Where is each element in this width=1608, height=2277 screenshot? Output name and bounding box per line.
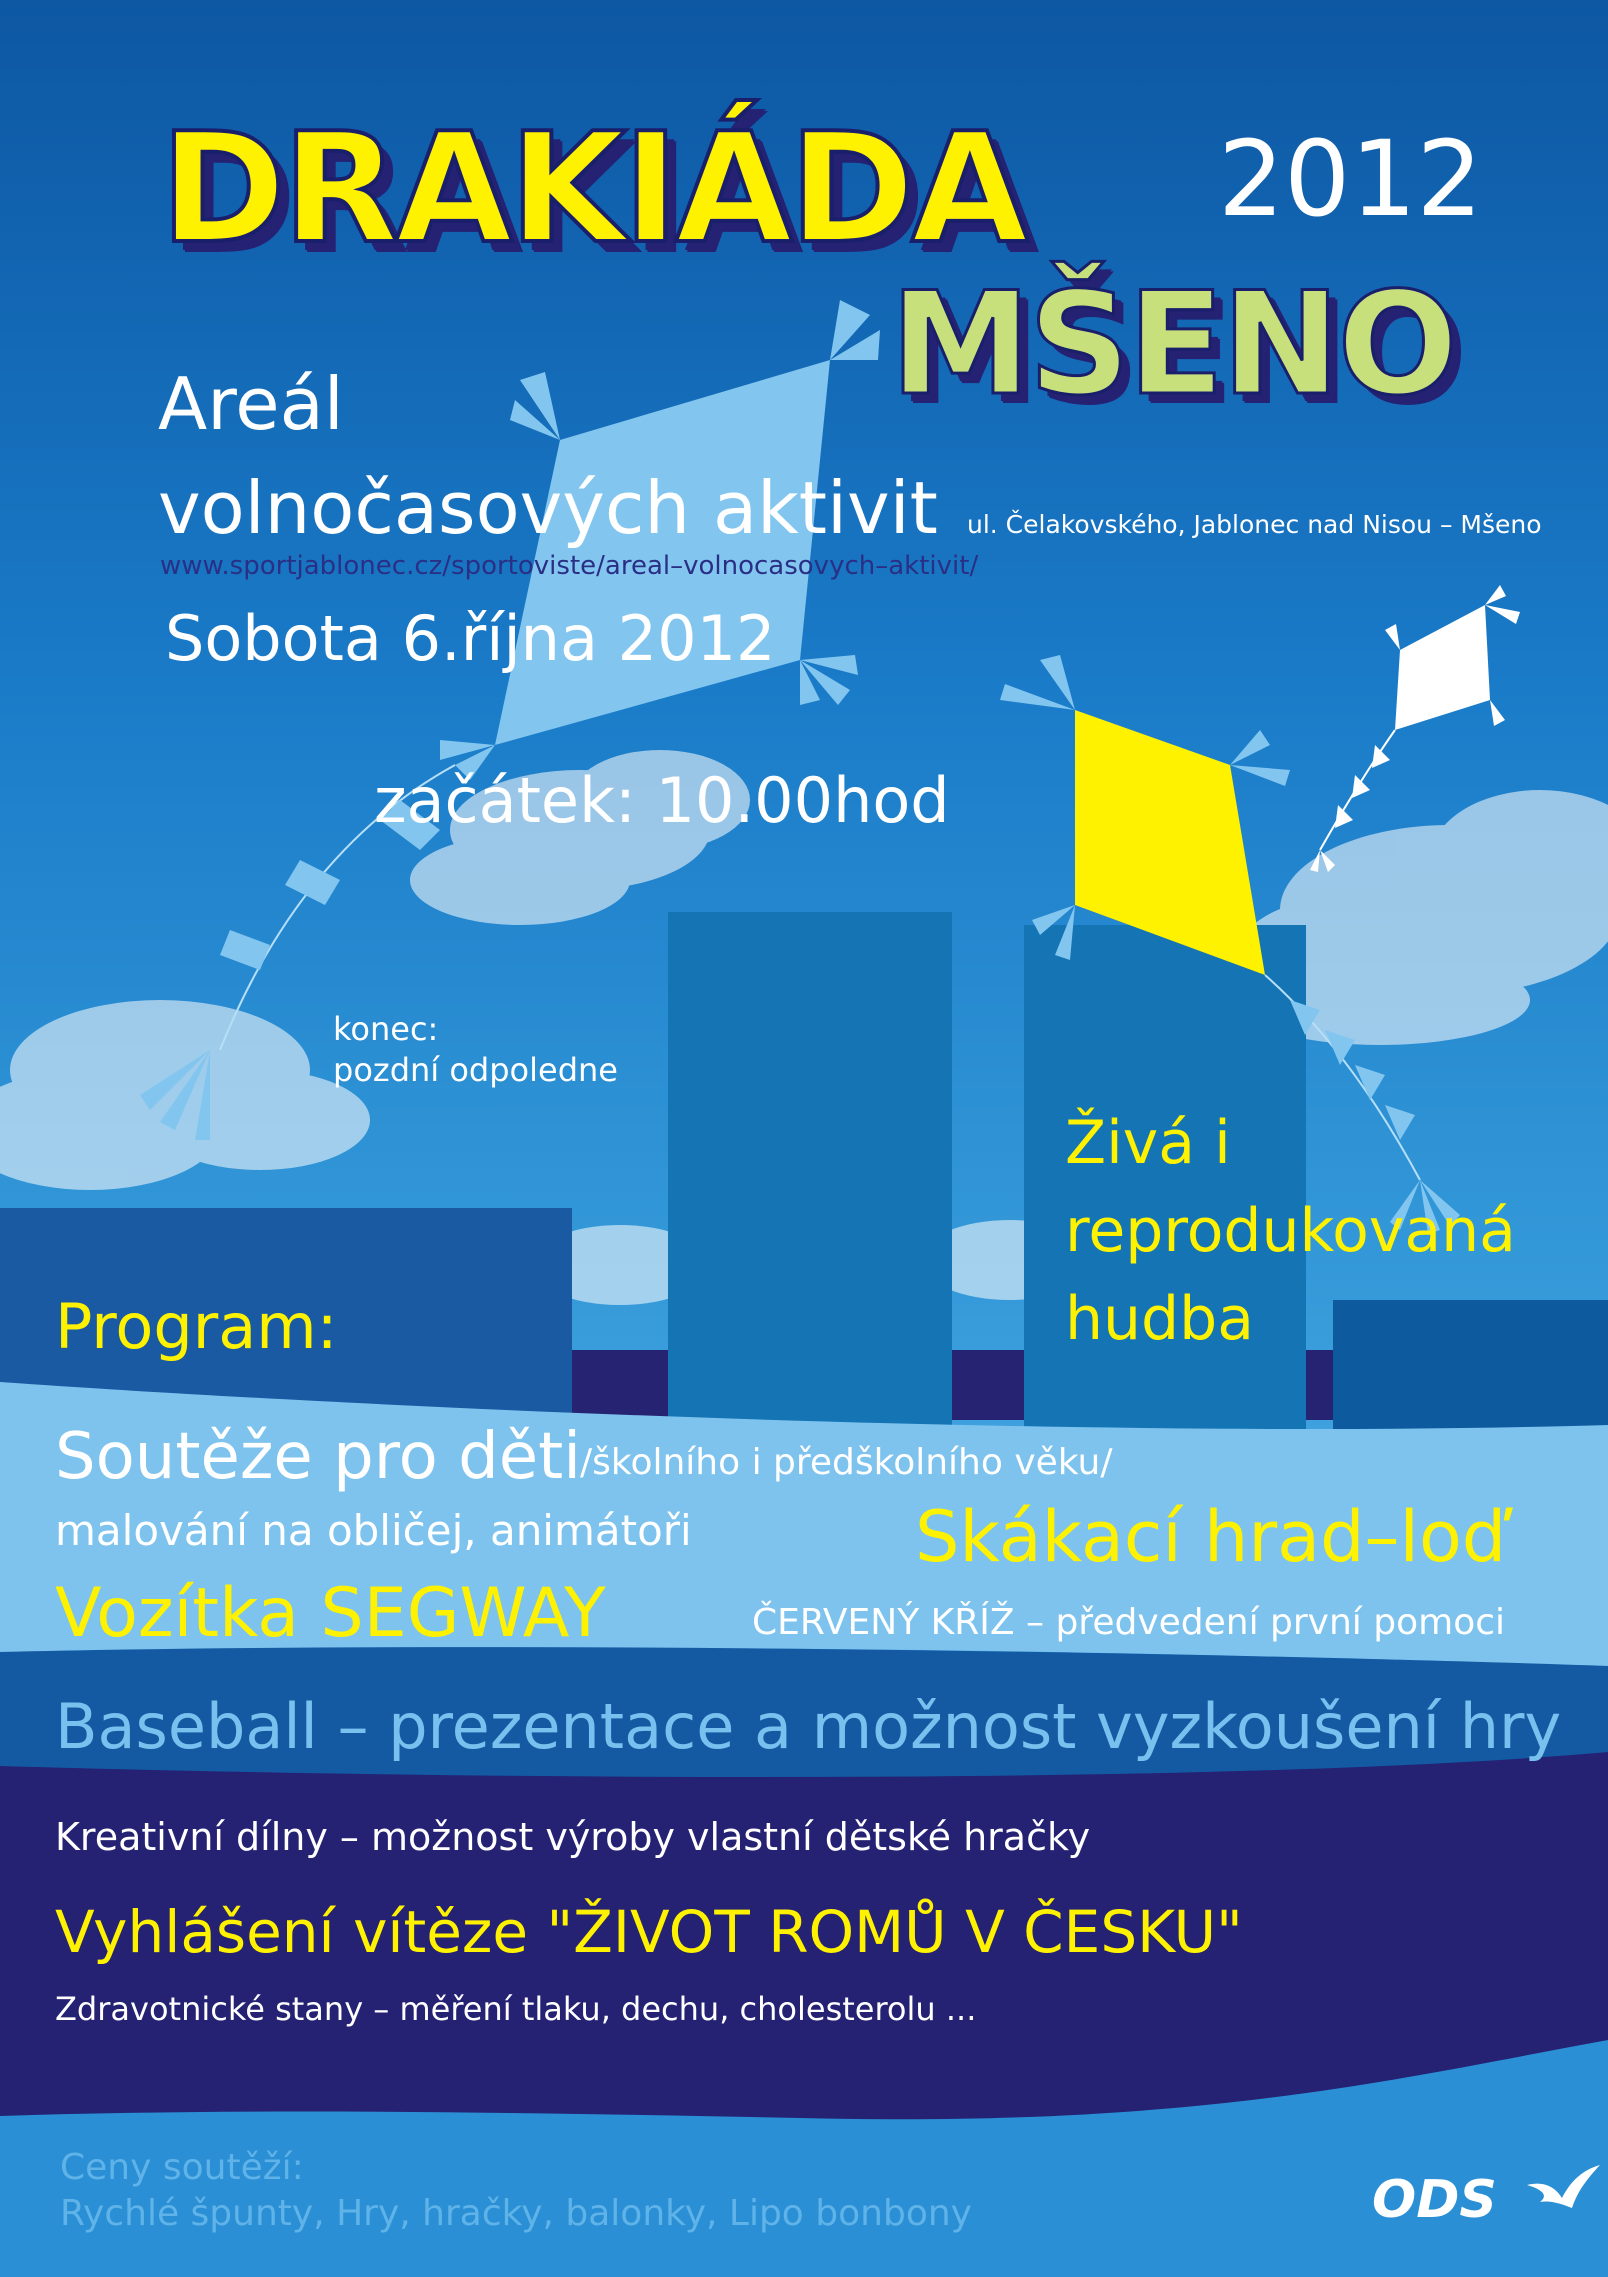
- program-workshops: Kreativní dílny – možnost výroby vlastní dětské hračky: [55, 1815, 1091, 1859]
- music-line-1: Živá i: [1065, 1108, 1231, 1178]
- building-shadow-right: [1306, 1350, 1336, 1420]
- building-middle: [668, 912, 952, 1432]
- program-contest-subtitle: /školního i předškolního věku/: [580, 1442, 1113, 1483]
- venue-address: ul. Čelakovského, Jablonec nad Nisou – Mšeno: [967, 510, 1542, 539]
- venue-line-2: volnočasových aktivit: [158, 466, 938, 550]
- building-right: [1024, 925, 1306, 1435]
- venue-line-1: Areál: [158, 362, 344, 446]
- program-health-tents: Zdravotnické stany – měření tlaku, dechu, cholesterolu ...: [55, 1990, 977, 2028]
- event-end-label: konec:: [333, 1010, 439, 1048]
- program-facepaint: malování na obličej, animátoři: [55, 1506, 692, 1555]
- ods-logo-text: ODS: [1372, 2170, 1497, 2230]
- program-red-cross: ČERVENÝ KŘÍŽ – předvedení první pomoci: [752, 1602, 1506, 1643]
- event-date: Sobota 6.října 2012: [165, 602, 776, 675]
- program-bouncy-castle: Skákací hrad–loď: [915, 1496, 1507, 1578]
- event-title: DRAKIÁDA: [160, 100, 1025, 277]
- program-contest: Soutěže pro děti: [55, 1420, 582, 1494]
- program-segway: Vozítka SEGWAY: [55, 1574, 606, 1653]
- event-end-value: pozdní odpoledne: [333, 1051, 618, 1089]
- prizes-heading: Ceny soutěží:: [60, 2147, 304, 2188]
- prizes-list: Rychlé špunty, Hry, hračky, balonky, Lipo bonbony: [60, 2193, 972, 2234]
- event-start-time: začátek: 10.00hod: [374, 764, 950, 837]
- event-town: MŠENO: [890, 262, 1456, 427]
- bird-icon: [1522, 2160, 1602, 2220]
- program-winner-announcement: Vyhlášení vítěze "ŽIVOT ROMŮ V ČESKU": [55, 1898, 1243, 1966]
- venue-url-link[interactable]: www.sportjablonec.cz/sportoviste/areal–volnocasovych–aktivit/: [160, 551, 979, 581]
- music-line-2: reprodukovaná: [1065, 1196, 1516, 1266]
- event-year: 2012: [1218, 118, 1483, 240]
- music-line-3: hudba: [1065, 1284, 1254, 1354]
- building-shadow-middle: [952, 1350, 1024, 1420]
- building-shadow-left: [572, 1350, 672, 1420]
- program-heading: Program:: [55, 1290, 338, 1363]
- building-far-right: [1333, 1300, 1608, 1440]
- program-baseball: Baseball – prezentace a možnost vyzkoušení hry: [55, 1690, 1562, 1763]
